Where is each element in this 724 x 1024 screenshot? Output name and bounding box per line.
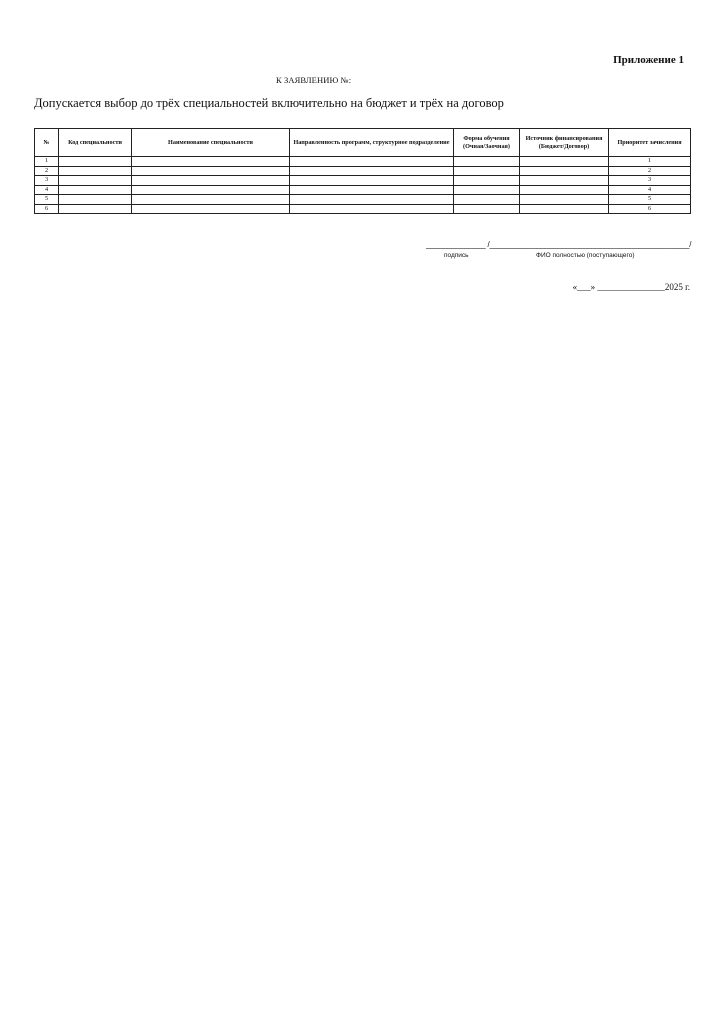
header-priority: Приоритет зачисления (609, 129, 691, 157)
cell-funding[interactable] (520, 157, 609, 167)
date-line[interactable]: «___» _______________2025 г. (572, 282, 690, 292)
header-name: Наименование специальности (132, 129, 290, 157)
cell-name[interactable] (132, 195, 290, 205)
cell-name[interactable] (132, 166, 290, 176)
cell-name[interactable] (132, 176, 290, 186)
cell-priority: 2 (609, 166, 691, 176)
cell-study-form[interactable] (454, 166, 520, 176)
cell-study-form[interactable] (454, 204, 520, 214)
row-number: 2 (35, 166, 59, 176)
cell-priority: 6 (609, 204, 691, 214)
cell-study-form[interactable] (454, 176, 520, 186)
cell-study-form[interactable] (454, 157, 520, 167)
application-heading: К ЗАЯВЛЕНИЮ №: (276, 75, 352, 85)
table-header-row (35, 129, 691, 157)
cell-code[interactable] (59, 157, 132, 167)
cell-code[interactable] (59, 166, 132, 176)
table-row (35, 157, 691, 167)
cell-funding[interactable] (520, 204, 609, 214)
cell-priority: 1 (609, 157, 691, 167)
header-direction: Направленность программ, структурное подразделение (290, 129, 454, 157)
full-name-caption: ФИО полностью (поступающего) (536, 252, 635, 259)
cell-code[interactable] (59, 195, 132, 205)
cell-code[interactable] (59, 204, 132, 214)
table-row (35, 195, 691, 205)
selection-note: Допускается выбор до трёх специальностей включительно на бюджет и трёх на договор (34, 96, 504, 110)
table-row (35, 185, 691, 195)
header-number: № (35, 129, 59, 157)
row-number: 6 (35, 204, 59, 214)
table-row (35, 166, 691, 176)
cell-direction[interactable] (290, 195, 454, 205)
row-number: 4 (35, 185, 59, 195)
row-number: 5 (35, 195, 59, 205)
cell-direction[interactable] (290, 166, 454, 176)
cell-study-form[interactable] (454, 195, 520, 205)
signature-line[interactable]: ______________ /_______________________________________________/ (426, 240, 692, 249)
cell-priority: 4 (609, 185, 691, 195)
cell-code[interactable] (59, 185, 132, 195)
row-number: 1 (35, 157, 59, 167)
signature-caption: подпись (444, 252, 469, 259)
header-study-form: Форма обучения (Очная/Заочная) (454, 129, 520, 157)
specialties-table (34, 128, 691, 214)
appendix-label: Приложение 1 (613, 54, 684, 66)
row-number: 3 (35, 176, 59, 186)
cell-funding[interactable] (520, 176, 609, 186)
cell-direction[interactable] (290, 176, 454, 186)
cell-direction[interactable] (290, 204, 454, 214)
cell-name[interactable] (132, 204, 290, 214)
cell-funding[interactable] (520, 166, 609, 176)
cell-direction[interactable] (290, 185, 454, 195)
cell-priority: 5 (609, 195, 691, 205)
cell-study-form[interactable] (454, 185, 520, 195)
cell-funding[interactable] (520, 195, 609, 205)
header-funding: Источник финансирования (Бюджет/Договор) (520, 129, 609, 157)
header-code: Код специальности (59, 129, 132, 157)
cell-direction[interactable] (290, 157, 454, 167)
cell-name[interactable] (132, 157, 290, 167)
table-row (35, 176, 691, 186)
cell-priority: 3 (609, 176, 691, 186)
cell-funding[interactable] (520, 185, 609, 195)
cell-code[interactable] (59, 176, 132, 186)
table-row (35, 204, 691, 214)
cell-name[interactable] (132, 185, 290, 195)
